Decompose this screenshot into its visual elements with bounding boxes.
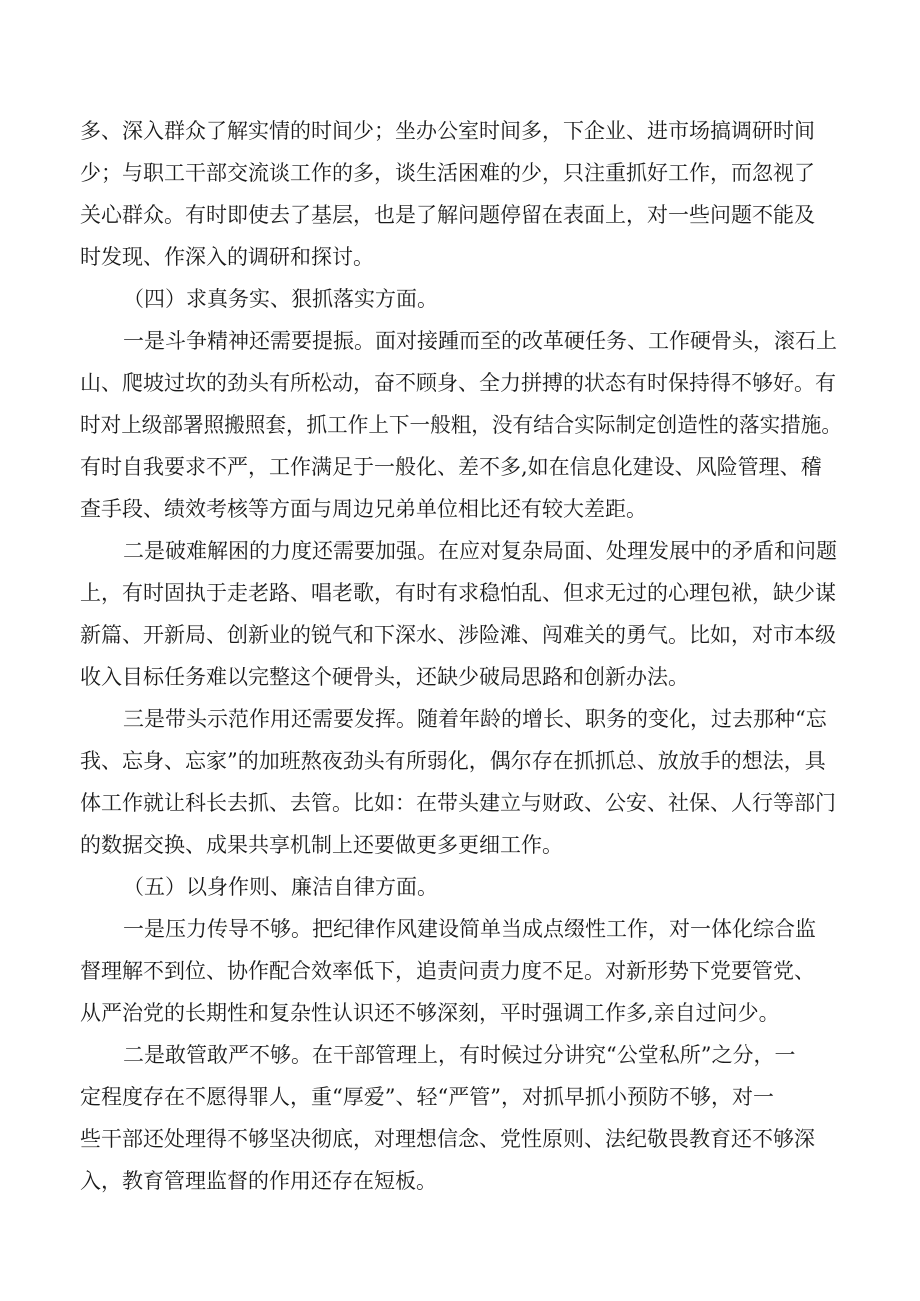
text-line: 山、爬坡过坎的劲头有所松动，奋不顾身、全力拼搏的状态有时保持得不够好。有 [80, 371, 836, 395]
text-line: 定程度存在不愿得罪人，重“厚爱”、轻“严管”，对抓早抓小预防不够，对一 [80, 1085, 774, 1109]
text-line: 一是压力传导不够。把纪律作风建设简单当成点缀性工作，对一体化综合监 [123, 917, 816, 941]
text-line: 入，教育管理监督的作用还存在短板。 [80, 1169, 437, 1193]
text-line: 时对上级部署照搬照套，抓工作上下一般粗，没有结合实际制定创造性的落实措施。 [80, 413, 843, 437]
text-line: 关心群众。有时即使去了基层，也是了解问题停留在表面上，对一些问题不能及 [80, 203, 815, 227]
text-line: 二是破难解困的力度还需要加强。在应对复杂局面、处理发展中的矛盾和问题 [123, 539, 837, 563]
text-line: 上，有时固执于走老路、唱老歌，有时有求稳怕乱、但求无过的心理包袱，缺少谋 [80, 581, 836, 605]
text-line: 查手段、绩效考核等方面与周边兄弟单位相比还有较大差距。 [80, 497, 647, 521]
text-line: 我、忘身、忘家”的加班熬夜劲头有所弱化，偶尔存在抓抓总、放放手的想法，具 [80, 749, 826, 773]
text-line: 少；与职工干部交流谈工作的多，谈生活困难的少，只注重抓好工作，而忽视了 [80, 161, 815, 185]
section-heading: （四）求真务实、狠抓落实方面。 [123, 287, 438, 311]
text-line: 时发现、作深入的调研和探讨。 [80, 245, 374, 269]
text-line: 收入目标任务难以完整这个硬骨头，还缺少破局思路和创新办法。 [80, 665, 689, 689]
text-line: 些干部还处理得不够坚决彻底，对理想信念、党性原则、法纪敬畏教育还不够深 [80, 1127, 815, 1151]
text-line: 从严治党的长期性和复杂性认识还不够深刻，平时强调工作多,亲自过问少。 [80, 1001, 780, 1025]
text-line: 多、深入群众了解实情的时间少；坐办公室时间多，下企业、进市场搞调研时间 [80, 119, 815, 143]
text-line: 督理解不到位、协作配合效率低下，追责问责力度不足。对新形势下党要管党、 [80, 959, 815, 983]
text-line: 的数据交换、成果共享机制上还要做更多更细工作。 [80, 833, 563, 857]
text-line: 新篇、开新局、创新业的锐气和下深水、涉险滩、闯难关的勇气。比如，对市本级 [80, 623, 836, 647]
text-line: 二是敢管敢严不够。在干部管理上，有时候过分讲究“公堂私所”之分，一 [123, 1043, 796, 1067]
text-line: 一是斗争精神还需要提振。面对接踵而至的改革硬任务、工作硬骨头，滚石上 [123, 329, 837, 353]
text-line: 三是带头示范作用还需要发挥。随着年龄的增长、职务的变化，过去那种“忘 [123, 707, 827, 731]
text-line: 有时自我要求不严，工作满足于一般化、差不多,如在信息化建设、风险管理、稽 [80, 455, 822, 479]
text-line: 体工作就让科长去抓、去管。比如：在带头建立与财政、公安、社保、人行等部门 [80, 791, 836, 815]
section-heading: （五）以身作则、廉洁自律方面。 [123, 875, 438, 899]
